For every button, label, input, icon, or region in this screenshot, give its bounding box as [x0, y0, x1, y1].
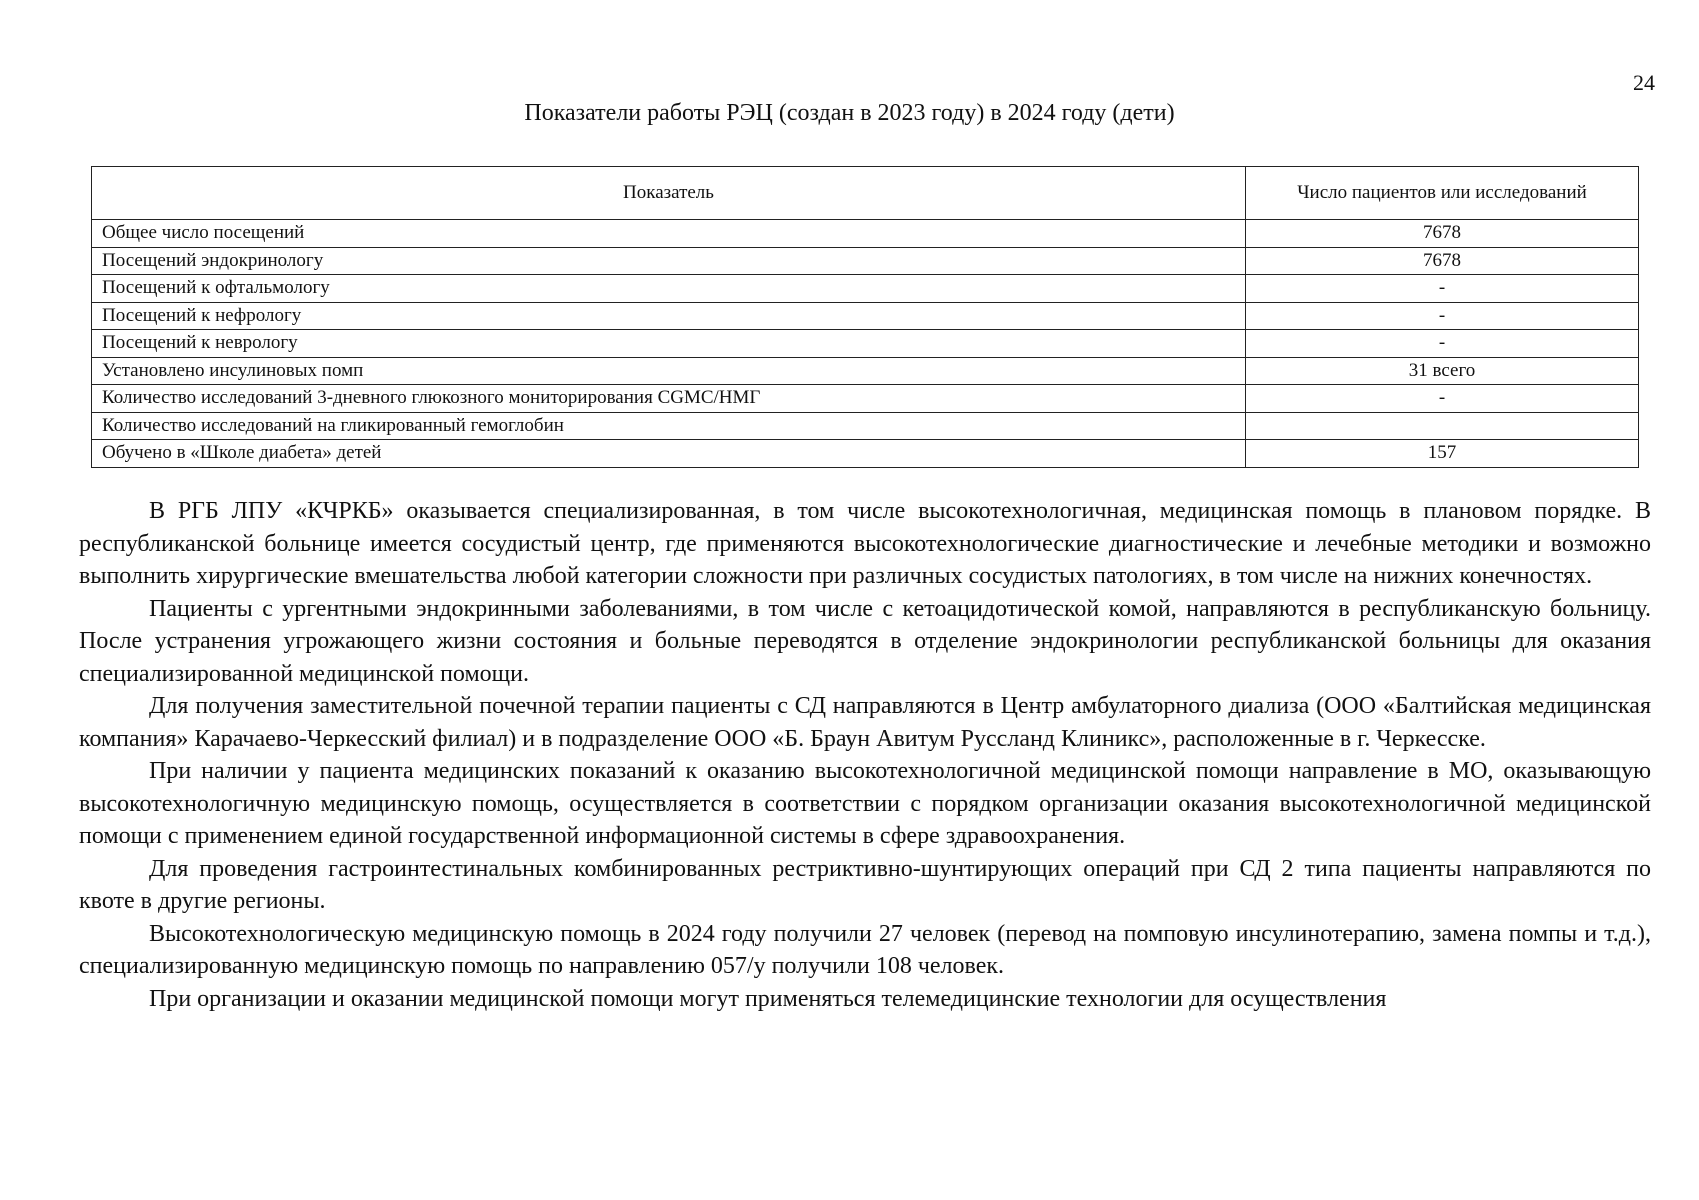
row-label: Количество исследований на гликированный гемоглобин — [92, 412, 1246, 440]
table-row — [92, 302, 1639, 330]
table-row — [92, 412, 1639, 440]
row-value — [1246, 412, 1639, 440]
row-label: Посещений к нефрологу — [92, 302, 1246, 330]
table-row — [92, 440, 1639, 468]
row-value: 31 всего — [1246, 357, 1639, 385]
table-row — [92, 357, 1639, 385]
row-label: Установлено инсулиновых помп — [92, 357, 1246, 385]
table-row — [92, 330, 1639, 358]
row-label: Посещений эндокринологу — [92, 247, 1246, 275]
paragraph: При наличии у пациента медицинских показаний к оказанию высокотехнологичной медицинской помощи направление в МО, оказывающую высокотехнологичную медицинскую помощь, осуществляется в соответствии с порядком организации оказания высокотехнологичной медицинской помощи с применением единой государственной информационной системы в сфере здравоохранения. — [79, 758, 1651, 849]
header-count: Число пациентов или исследований — [1246, 167, 1639, 220]
paragraph: В РГБ ЛПУ «КЧРКБ» оказывается специализированная, в том числе высокотехнологичная, медицинская помощь в плановом порядке. В республиканской больнице имеется сосудистый центр, где применяются высокотехнологические диагностические и лечебные методики и возможно выполнить хирургические вмешательства любой категории сложности при различных сосудистых патологиях, в том числе на нижних конечностях. — [79, 498, 1651, 589]
body-text — [79, 495, 1651, 1015]
paragraph: Для получения заместительной почечной терапии пациенты с СД направляются в Центр амбулаторного диализа (ООО «Балтийская медицинская компания» Карачаево-Черкесский филиал) и в подразделение ООО «Б. Браун Авитум Руссланд Клиникс», расположенные в г. Черкесске. — [79, 693, 1651, 752]
row-label: Количество исследований 3-дневного глюкозного мониторирования CGMC/НМГ — [92, 385, 1246, 413]
row-label: Посещений к офтальмологу — [92, 275, 1246, 303]
table-row — [92, 275, 1639, 303]
table-row — [92, 220, 1639, 248]
table-title: Показатели работы РЭЦ (создан в 2023 году) в 2024 году (дети) — [524, 100, 1175, 126]
table-header-row — [92, 167, 1639, 220]
row-value: - — [1246, 275, 1639, 303]
indicators-table — [91, 166, 1639, 468]
page-number: 24 — [1633, 70, 1655, 95]
paragraph: Пациенты с ургентными эндокринными заболеваниями, в том числе с кетоацидотической комой, направляются в республиканскую больницу. После устранения угрожающего жизни состояния и больные переводятся в отделение эндокринологии республиканской больницы для оказания специализированной медицинской помощи. — [79, 595, 1651, 687]
header-indicator: Показатель — [92, 167, 1246, 220]
row-label: Посещений к неврологу — [92, 330, 1246, 358]
paragraph: При организации и оказании медицинской помощи могут применяться телемедицинские технологии для осуществления — [149, 985, 1387, 1012]
row-value: 7678 — [1246, 247, 1639, 275]
paragraph: Для проведения гастроинтестинальных комбинированных рестриктивно-шунтирующих операций при СД 2 типа пациенты направляются по квоте в другие регионы. — [79, 855, 1651, 914]
row-value: 157 — [1246, 440, 1639, 468]
row-value: - — [1246, 385, 1639, 413]
row-value: 7678 — [1246, 220, 1639, 248]
row-label: Общее число посещений — [92, 220, 1246, 248]
table-row — [92, 247, 1639, 275]
table-row — [92, 385, 1639, 413]
paragraph: Высокотехнологическую медицинскую помощь в 2024 году получили 27 человек (перевод на помповую инсулинотерапию, замена помпы и т.д.), специализированную медицинскую помощь по направлению 057/у получили 108 человек. — [79, 920, 1651, 979]
row-value: - — [1246, 330, 1639, 358]
row-value: - — [1246, 302, 1639, 330]
row-label: Обучено в «Школе диабета» детей — [92, 440, 1246, 468]
